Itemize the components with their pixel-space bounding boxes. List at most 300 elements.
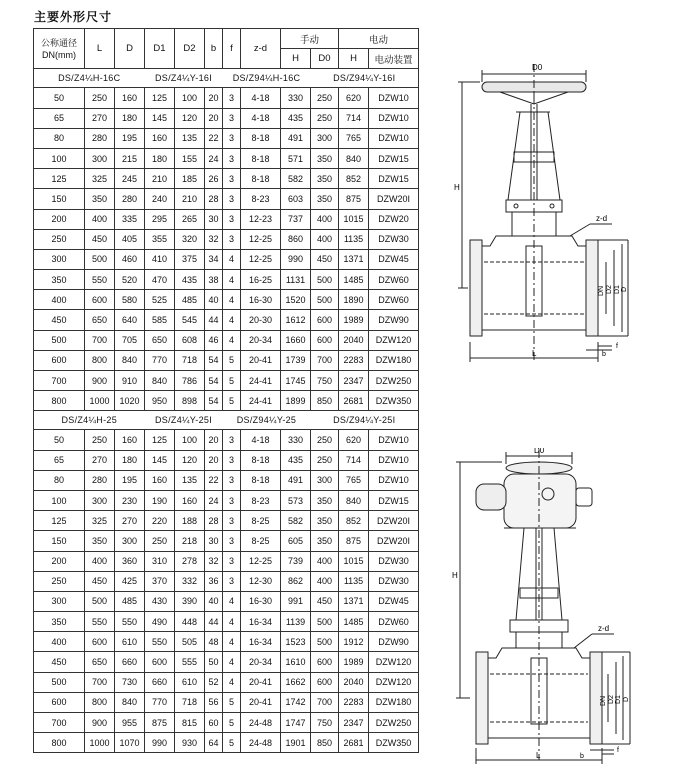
table-cell: 815 xyxy=(175,713,205,733)
table-cell: 200 xyxy=(34,551,85,571)
table-row xyxy=(34,490,419,510)
table-cell: 3 xyxy=(223,551,241,571)
table-cell: 705 xyxy=(115,330,145,350)
table-cell: 840 xyxy=(145,371,175,391)
table-cell: 155 xyxy=(175,148,205,168)
table-cell: 1901 xyxy=(281,733,311,753)
table-cell: 34 xyxy=(205,249,223,269)
table-cell: 188 xyxy=(175,511,205,531)
table-cell: 330 xyxy=(281,430,311,450)
table-cell: 350 xyxy=(85,531,115,551)
table-cell: 660 xyxy=(115,652,145,672)
table-cell: 120 xyxy=(175,450,205,470)
table-cell: 20 xyxy=(205,108,223,128)
table-cell: 160 xyxy=(115,88,145,108)
table-cell: 585 xyxy=(145,310,175,330)
table-cell: 860 xyxy=(281,229,311,249)
header-dn xyxy=(34,29,85,69)
table-cell: 3 xyxy=(223,430,241,450)
table-cell: 16-34 xyxy=(241,632,281,652)
table-cell: 450 xyxy=(311,591,339,611)
table-cell: 218 xyxy=(175,531,205,551)
table-cell: 610 xyxy=(115,632,145,652)
table-cell: 375 xyxy=(175,249,205,269)
table-cell: 2681 xyxy=(339,391,369,411)
table-cell: 3 xyxy=(223,229,241,249)
table-row xyxy=(34,733,419,753)
table-cell: 150 xyxy=(34,189,85,209)
table-cell: 1135 xyxy=(339,229,369,249)
table-row xyxy=(34,450,419,470)
table-cell: 400 xyxy=(311,551,339,571)
table-row xyxy=(34,270,419,290)
table-cell: 278 xyxy=(175,551,205,571)
table-cell: 4 xyxy=(223,270,241,290)
table-cell: 250 xyxy=(85,88,115,108)
table-cell: 450 xyxy=(34,652,85,672)
table-cell: 605 xyxy=(281,531,311,551)
table-cell: 250 xyxy=(145,531,175,551)
table-cell: 500 xyxy=(34,672,85,692)
table-cell: 195 xyxy=(115,470,145,490)
table-cell: 50 xyxy=(34,430,85,450)
table-cell: 875 xyxy=(339,189,369,209)
table-cell: 350 xyxy=(34,270,85,290)
header-dn-line2: DN(mm) xyxy=(42,49,76,60)
table-cell: DZW60 xyxy=(369,290,419,310)
table-cell: 8-18 xyxy=(241,148,281,168)
table-cell: 4 xyxy=(223,672,241,692)
table-cell: 955 xyxy=(115,713,145,733)
table-cell: 450 xyxy=(311,249,339,269)
table-cell: 44 xyxy=(205,310,223,330)
header-d: D xyxy=(115,29,145,69)
table-cell: 852 xyxy=(339,511,369,531)
table-cell: 300 xyxy=(115,531,145,551)
table-cell: 450 xyxy=(34,310,85,330)
table-cell: 20-34 xyxy=(241,330,281,350)
table-cell: 900 xyxy=(85,371,115,391)
table-cell: 737 xyxy=(281,209,311,229)
table-cell: 400 xyxy=(85,551,115,571)
table-cell: 20-41 xyxy=(241,692,281,712)
table-cell: 550 xyxy=(115,612,145,632)
table-cell: 718 xyxy=(175,350,205,370)
table-cell: 80 xyxy=(34,470,85,490)
table-cell: 300 xyxy=(311,128,339,148)
table-cell: 40 xyxy=(205,290,223,310)
table-cell: 500 xyxy=(311,612,339,632)
table-cell: 250 xyxy=(311,88,339,108)
table-row xyxy=(34,148,419,168)
table-cell: 786 xyxy=(175,371,205,391)
label-dn: DN xyxy=(598,285,605,296)
table-cell: 50 xyxy=(34,88,85,108)
table-cell: DZW350 xyxy=(369,391,419,411)
table-row xyxy=(34,692,419,712)
table-cell: 491 xyxy=(281,470,311,490)
table-cell: 600 xyxy=(311,672,339,692)
table-cell: DZW10 xyxy=(369,108,419,128)
table-cell: 765 xyxy=(339,128,369,148)
table-row xyxy=(34,88,419,108)
table-cell: 1745 xyxy=(281,371,311,391)
table-cell: 44 xyxy=(205,612,223,632)
label-dn-2: DN xyxy=(600,695,607,706)
table-cell: 1747 xyxy=(281,713,311,733)
table-row xyxy=(34,229,419,249)
table-cell: 990 xyxy=(145,733,175,753)
table-cell: 125 xyxy=(34,169,85,189)
table-cell: 8-18 xyxy=(241,128,281,148)
table-cell: 1371 xyxy=(339,591,369,611)
table-row xyxy=(34,430,419,450)
table-cell: 335 xyxy=(115,209,145,229)
table-cell: 3 xyxy=(223,531,241,551)
table-cell: 300 xyxy=(85,148,115,168)
table-cell: 770 xyxy=(145,692,175,712)
table-cell: 700 xyxy=(85,330,115,350)
label-zd: z-d xyxy=(596,214,608,223)
header-device: 电动装置 xyxy=(369,49,419,69)
table-cell: 4-18 xyxy=(241,88,281,108)
table-cell: 840 xyxy=(115,692,145,712)
table-cell: 250 xyxy=(34,229,85,249)
table-cell: DZW250 xyxy=(369,713,419,733)
table-cell: 600 xyxy=(145,652,175,672)
table-cell: 330 xyxy=(281,88,311,108)
header-f: f xyxy=(223,29,241,69)
table-row xyxy=(34,108,419,128)
header-h-manual: H xyxy=(281,49,311,69)
table-cell: 3 xyxy=(223,169,241,189)
table-row xyxy=(34,571,419,591)
table-cell: 150 xyxy=(34,531,85,551)
label-zd-2: z-d xyxy=(598,624,610,633)
table-cell: 1070 xyxy=(115,733,145,753)
table-cell: 300 xyxy=(85,490,115,510)
table-cell: 30 xyxy=(205,531,223,551)
table-cell: 460 xyxy=(115,249,145,269)
table-cell: 1000 xyxy=(85,391,115,411)
table-cell: 2347 xyxy=(339,371,369,391)
label-l: L xyxy=(532,349,537,358)
table-cell: 8-23 xyxy=(241,189,281,209)
table-cell: 4 xyxy=(223,612,241,632)
page-title: 主要外形尺寸 xyxy=(34,10,113,24)
table-cell: 550 xyxy=(85,270,115,290)
table-cell: 145 xyxy=(145,450,175,470)
table-cell: 840 xyxy=(339,490,369,510)
table-cell: 4 xyxy=(223,310,241,330)
table-cell: 500 xyxy=(34,330,85,350)
table-cell: 852 xyxy=(339,169,369,189)
table-cell: 450 xyxy=(85,571,115,591)
table-cell: 185 xyxy=(175,169,205,189)
table-cell: 38 xyxy=(205,270,223,290)
table-row xyxy=(34,531,419,551)
header-d1: D1 xyxy=(145,29,175,69)
table-cell: 991 xyxy=(281,591,311,611)
label-d1-2: D1 xyxy=(615,695,622,704)
table-cell: 8-18 xyxy=(241,470,281,490)
table-cell: 1139 xyxy=(281,612,311,632)
table-cell: 8-23 xyxy=(241,490,281,510)
table-cell: 435 xyxy=(175,270,205,290)
table-cell: 160 xyxy=(175,490,205,510)
table-cell: DZW45 xyxy=(369,249,419,269)
table-cell: 180 xyxy=(145,148,175,168)
table-cell: 620 xyxy=(339,88,369,108)
table-row xyxy=(34,249,419,269)
table-cell: 20 xyxy=(205,430,223,450)
table-cell: 718 xyxy=(175,692,205,712)
table-cell: 220 xyxy=(145,511,175,531)
table-cell: 900 xyxy=(85,713,115,733)
table-cell: 50 xyxy=(205,652,223,672)
table-cell: 300 xyxy=(311,470,339,490)
table-row xyxy=(34,612,419,632)
label-f: f xyxy=(616,343,618,350)
table-cell: 1000 xyxy=(85,733,115,753)
table-cell: 145 xyxy=(145,108,175,128)
table-cell: DZW10 xyxy=(369,470,419,490)
table-cell: DZW250 xyxy=(369,371,419,391)
table-cell: 1662 xyxy=(281,672,311,692)
table-cell: DZW20I xyxy=(369,511,419,531)
table-cell: 700 xyxy=(34,371,85,391)
table-cell: 1890 xyxy=(339,290,369,310)
table-row xyxy=(34,672,419,692)
label-d-2: D xyxy=(623,696,630,702)
table-cell: 4 xyxy=(223,632,241,652)
table-cell: 571 xyxy=(281,148,311,168)
table-cell: 3 xyxy=(223,571,241,591)
table-cell: 4 xyxy=(223,249,241,269)
table-cell: 600 xyxy=(34,350,85,370)
table-cell: 555 xyxy=(175,652,205,672)
table-cell: 16-30 xyxy=(241,591,281,611)
header-d0: D0 xyxy=(311,49,339,69)
table-cell: 32 xyxy=(205,551,223,571)
table-cell: DZW60 xyxy=(369,270,419,290)
table-cell: 3 xyxy=(223,148,241,168)
table-cell: 270 xyxy=(85,108,115,128)
table-cell: 485 xyxy=(175,290,205,310)
header-electric: 电动 xyxy=(339,29,419,49)
table-cell: 250 xyxy=(34,571,85,591)
table-cell: DZW15 xyxy=(369,148,419,168)
table-cell: 210 xyxy=(175,189,205,209)
table-cell: 8-18 xyxy=(241,169,281,189)
table-cell: 24-41 xyxy=(241,371,281,391)
table-cell: 325 xyxy=(85,511,115,531)
table-cell: 4 xyxy=(223,290,241,310)
table-cell: 1520 xyxy=(281,290,311,310)
table-cell: 800 xyxy=(85,692,115,712)
table-cell: 750 xyxy=(311,713,339,733)
table-cell: 5 xyxy=(223,713,241,733)
table-cell: 650 xyxy=(85,652,115,672)
table-row xyxy=(34,330,419,350)
table-cell: 270 xyxy=(85,450,115,470)
table-cell: 26 xyxy=(205,169,223,189)
table-cell: 295 xyxy=(145,209,175,229)
table-row xyxy=(34,652,419,672)
table-cell: 573 xyxy=(281,490,311,510)
table-cell: 24 xyxy=(205,148,223,168)
table-cell: 620 xyxy=(339,430,369,450)
table-cell: 4 xyxy=(223,652,241,672)
table-cell: 505 xyxy=(175,632,205,652)
header-h-electric: H xyxy=(339,49,369,69)
table-cell: 22 xyxy=(205,470,223,490)
table-cell: DZW180 xyxy=(369,692,419,712)
table-cell: 700 xyxy=(311,692,339,712)
manual-valve-drawing xyxy=(440,60,640,370)
table-cell: 700 xyxy=(34,713,85,733)
table-cell: 545 xyxy=(175,310,205,330)
table-cell: 660 xyxy=(145,672,175,692)
header-zd: z-d xyxy=(241,29,281,69)
table-cell: 550 xyxy=(145,632,175,652)
table-cell: 125 xyxy=(34,511,85,531)
table-cell: 20-34 xyxy=(241,652,281,672)
table-cell: 8-25 xyxy=(241,511,281,531)
table-cell: 36 xyxy=(205,571,223,591)
table-cell: 600 xyxy=(311,330,339,350)
table-cell: 3 xyxy=(223,490,241,510)
table-cell: 862 xyxy=(281,571,311,591)
table-cell: 3 xyxy=(223,511,241,531)
table-cell: 350 xyxy=(85,189,115,209)
table-cell: 24 xyxy=(205,490,223,510)
table-cell: 250 xyxy=(311,108,339,128)
table-cell: DZW90 xyxy=(369,632,419,652)
table-cell: 100 xyxy=(175,88,205,108)
model-label: DS/Z94¼Y-16I xyxy=(311,69,419,88)
table-row xyxy=(34,713,419,733)
table-cell: 640 xyxy=(115,310,145,330)
table-cell: 580 xyxy=(115,290,145,310)
table-cell: 750 xyxy=(311,371,339,391)
label-h-2: H xyxy=(452,571,458,580)
table-cell: 300 xyxy=(34,591,85,611)
label-b: b xyxy=(602,351,606,358)
table-cell: 160 xyxy=(145,470,175,490)
table-row xyxy=(34,169,419,189)
table-cell: 800 xyxy=(34,733,85,753)
table-cell: 1989 xyxy=(339,310,369,330)
table-cell: DZW60 xyxy=(369,612,419,632)
table-cell: 310 xyxy=(145,551,175,571)
table-cell: 520 xyxy=(115,270,145,290)
table-cell: 1660 xyxy=(281,330,311,350)
table-cell: 12-23 xyxy=(241,209,281,229)
table-cell: 500 xyxy=(311,632,339,652)
model-label: DS/Z94¼Y-25 xyxy=(223,411,311,430)
table-cell: 320 xyxy=(175,229,205,249)
table-cell: 160 xyxy=(145,128,175,148)
table-cell: 12-25 xyxy=(241,551,281,571)
table-cell: 3 xyxy=(223,470,241,490)
table-cell: 64 xyxy=(205,733,223,753)
table-cell: 210 xyxy=(145,169,175,189)
table-cell: 600 xyxy=(85,632,115,652)
table-cell: 190 xyxy=(145,490,175,510)
table-cell: 4 xyxy=(223,330,241,350)
label-l-2: L xyxy=(536,751,541,760)
label-d2: D2 xyxy=(606,285,613,294)
model-header-row xyxy=(34,69,419,88)
table-cell: 1523 xyxy=(281,632,311,652)
table-cell: 5 xyxy=(223,371,241,391)
table-cell: 1015 xyxy=(339,209,369,229)
table-cell: 4-18 xyxy=(241,108,281,128)
table-cell: 54 xyxy=(205,391,223,411)
table-cell: 405 xyxy=(115,229,145,249)
table-cell: 765 xyxy=(339,470,369,490)
table-cell: 1015 xyxy=(339,551,369,571)
table-cell: DZW30 xyxy=(369,551,419,571)
table-cell: 410 xyxy=(145,249,175,269)
table-cell: 714 xyxy=(339,450,369,470)
table-cell: 800 xyxy=(85,350,115,370)
table-cell: 600 xyxy=(34,692,85,712)
table-cell: DZW15 xyxy=(369,169,419,189)
table-cell: 100 xyxy=(175,430,205,450)
table-body xyxy=(34,69,419,753)
table-cell: 400 xyxy=(34,290,85,310)
table-cell: 40 xyxy=(205,591,223,611)
table-cell: 400 xyxy=(34,632,85,652)
table-cell: 3 xyxy=(223,189,241,209)
label-d1: D1 xyxy=(614,285,621,294)
table-cell: 125 xyxy=(145,430,175,450)
table-cell: 200 xyxy=(34,209,85,229)
table-cell: 770 xyxy=(145,350,175,370)
table-cell: 52 xyxy=(205,672,223,692)
table-cell: DZW120 xyxy=(369,652,419,672)
table-cell: 425 xyxy=(115,571,145,591)
table-cell: 990 xyxy=(281,249,311,269)
table-cell: 603 xyxy=(281,189,311,209)
table-cell: 390 xyxy=(175,591,205,611)
label-d: D xyxy=(621,286,628,292)
model-label: DS/Z4¼H-16C xyxy=(34,69,145,88)
table-cell: 500 xyxy=(311,270,339,290)
table-cell: DZW10 xyxy=(369,430,419,450)
table-cell: 20-41 xyxy=(241,672,281,692)
table-cell: 24-48 xyxy=(241,713,281,733)
table-cell: DZW20I xyxy=(369,189,419,209)
table-cell: 840 xyxy=(115,350,145,370)
table-cell: 135 xyxy=(175,128,205,148)
table-cell: DZW10 xyxy=(369,450,419,470)
table-cell: 215 xyxy=(115,148,145,168)
table-cell: 430 xyxy=(145,591,175,611)
table-cell: 245 xyxy=(115,169,145,189)
table-cell: 850 xyxy=(311,391,339,411)
table-cell: 350 xyxy=(34,612,85,632)
table-cell: 5 xyxy=(223,350,241,370)
table-cell: 490 xyxy=(145,612,175,632)
table-cell: 1739 xyxy=(281,350,311,370)
table-cell: 65 xyxy=(34,108,85,128)
header-l: L xyxy=(85,29,115,69)
table-row xyxy=(34,189,419,209)
table-cell: 435 xyxy=(281,450,311,470)
